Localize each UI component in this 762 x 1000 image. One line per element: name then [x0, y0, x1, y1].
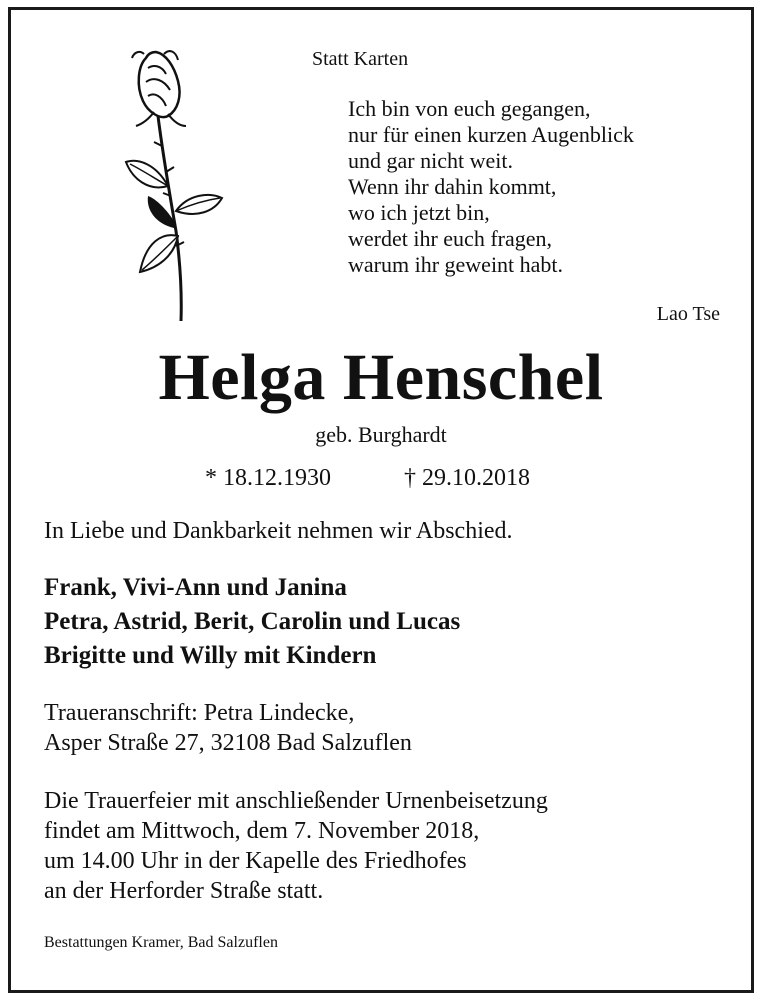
- undertaker-credit: Bestattungen Kramer, Bad Salzuflen: [44, 934, 278, 951]
- family-line: Frank, Vivi-Ann und Janina: [44, 574, 347, 601]
- farewell-text: In Liebe und Dankbarkeit nehmen wir Abschied.: [44, 518, 513, 544]
- family-list: [44, 571, 460, 673]
- family-line: Brigitte und Willy mit Kindern: [44, 642, 377, 669]
- poem-line: nur für einen kurzen Augenblick: [348, 122, 634, 147]
- poem-line: warum ihr geweint habt.: [348, 252, 564, 277]
- mourning-address: [44, 698, 412, 758]
- service-info: [44, 786, 548, 906]
- poem-line: Ich bin von euch gegangen,: [348, 96, 591, 121]
- death-date: † 29.10.2018: [404, 465, 530, 491]
- birth-name: geb. Burghardt: [315, 422, 447, 447]
- poem-line: Wenn ihr dahin kommt,: [348, 174, 557, 199]
- poem-line: wo ich jetzt bin,: [348, 200, 490, 225]
- service-line: an der Herforder Straße statt.: [44, 878, 324, 904]
- poem-author: Lao Tse: [656, 303, 720, 325]
- poem: [348, 96, 634, 278]
- family-line: Petra, Astrid, Berit, Carolin und Lucas: [44, 608, 461, 635]
- address-line: Traueranschrift: Petra Lindecke,: [44, 700, 355, 726]
- address-line: Asper Straße 27, 32108 Bad Salzuflen: [44, 730, 412, 756]
- birth-date: * 18.12.1930: [205, 465, 331, 491]
- deceased-name: Helga Henschel: [158, 341, 604, 414]
- poem-line: und gar nicht weit.: [348, 148, 513, 173]
- service-line: findet am Mittwoch, dem 7. November 2018,: [44, 818, 480, 844]
- statt-karten-label: Statt Karten: [312, 48, 409, 70]
- service-line: Die Trauerfeier mit anschließender Urnenbeisetzung: [44, 788, 548, 814]
- rose-icon: [118, 46, 228, 324]
- poem-line: werdet ihr euch fragen,: [348, 226, 553, 251]
- service-line: um 14.00 Uhr in der Kapelle des Friedhofes: [44, 848, 467, 874]
